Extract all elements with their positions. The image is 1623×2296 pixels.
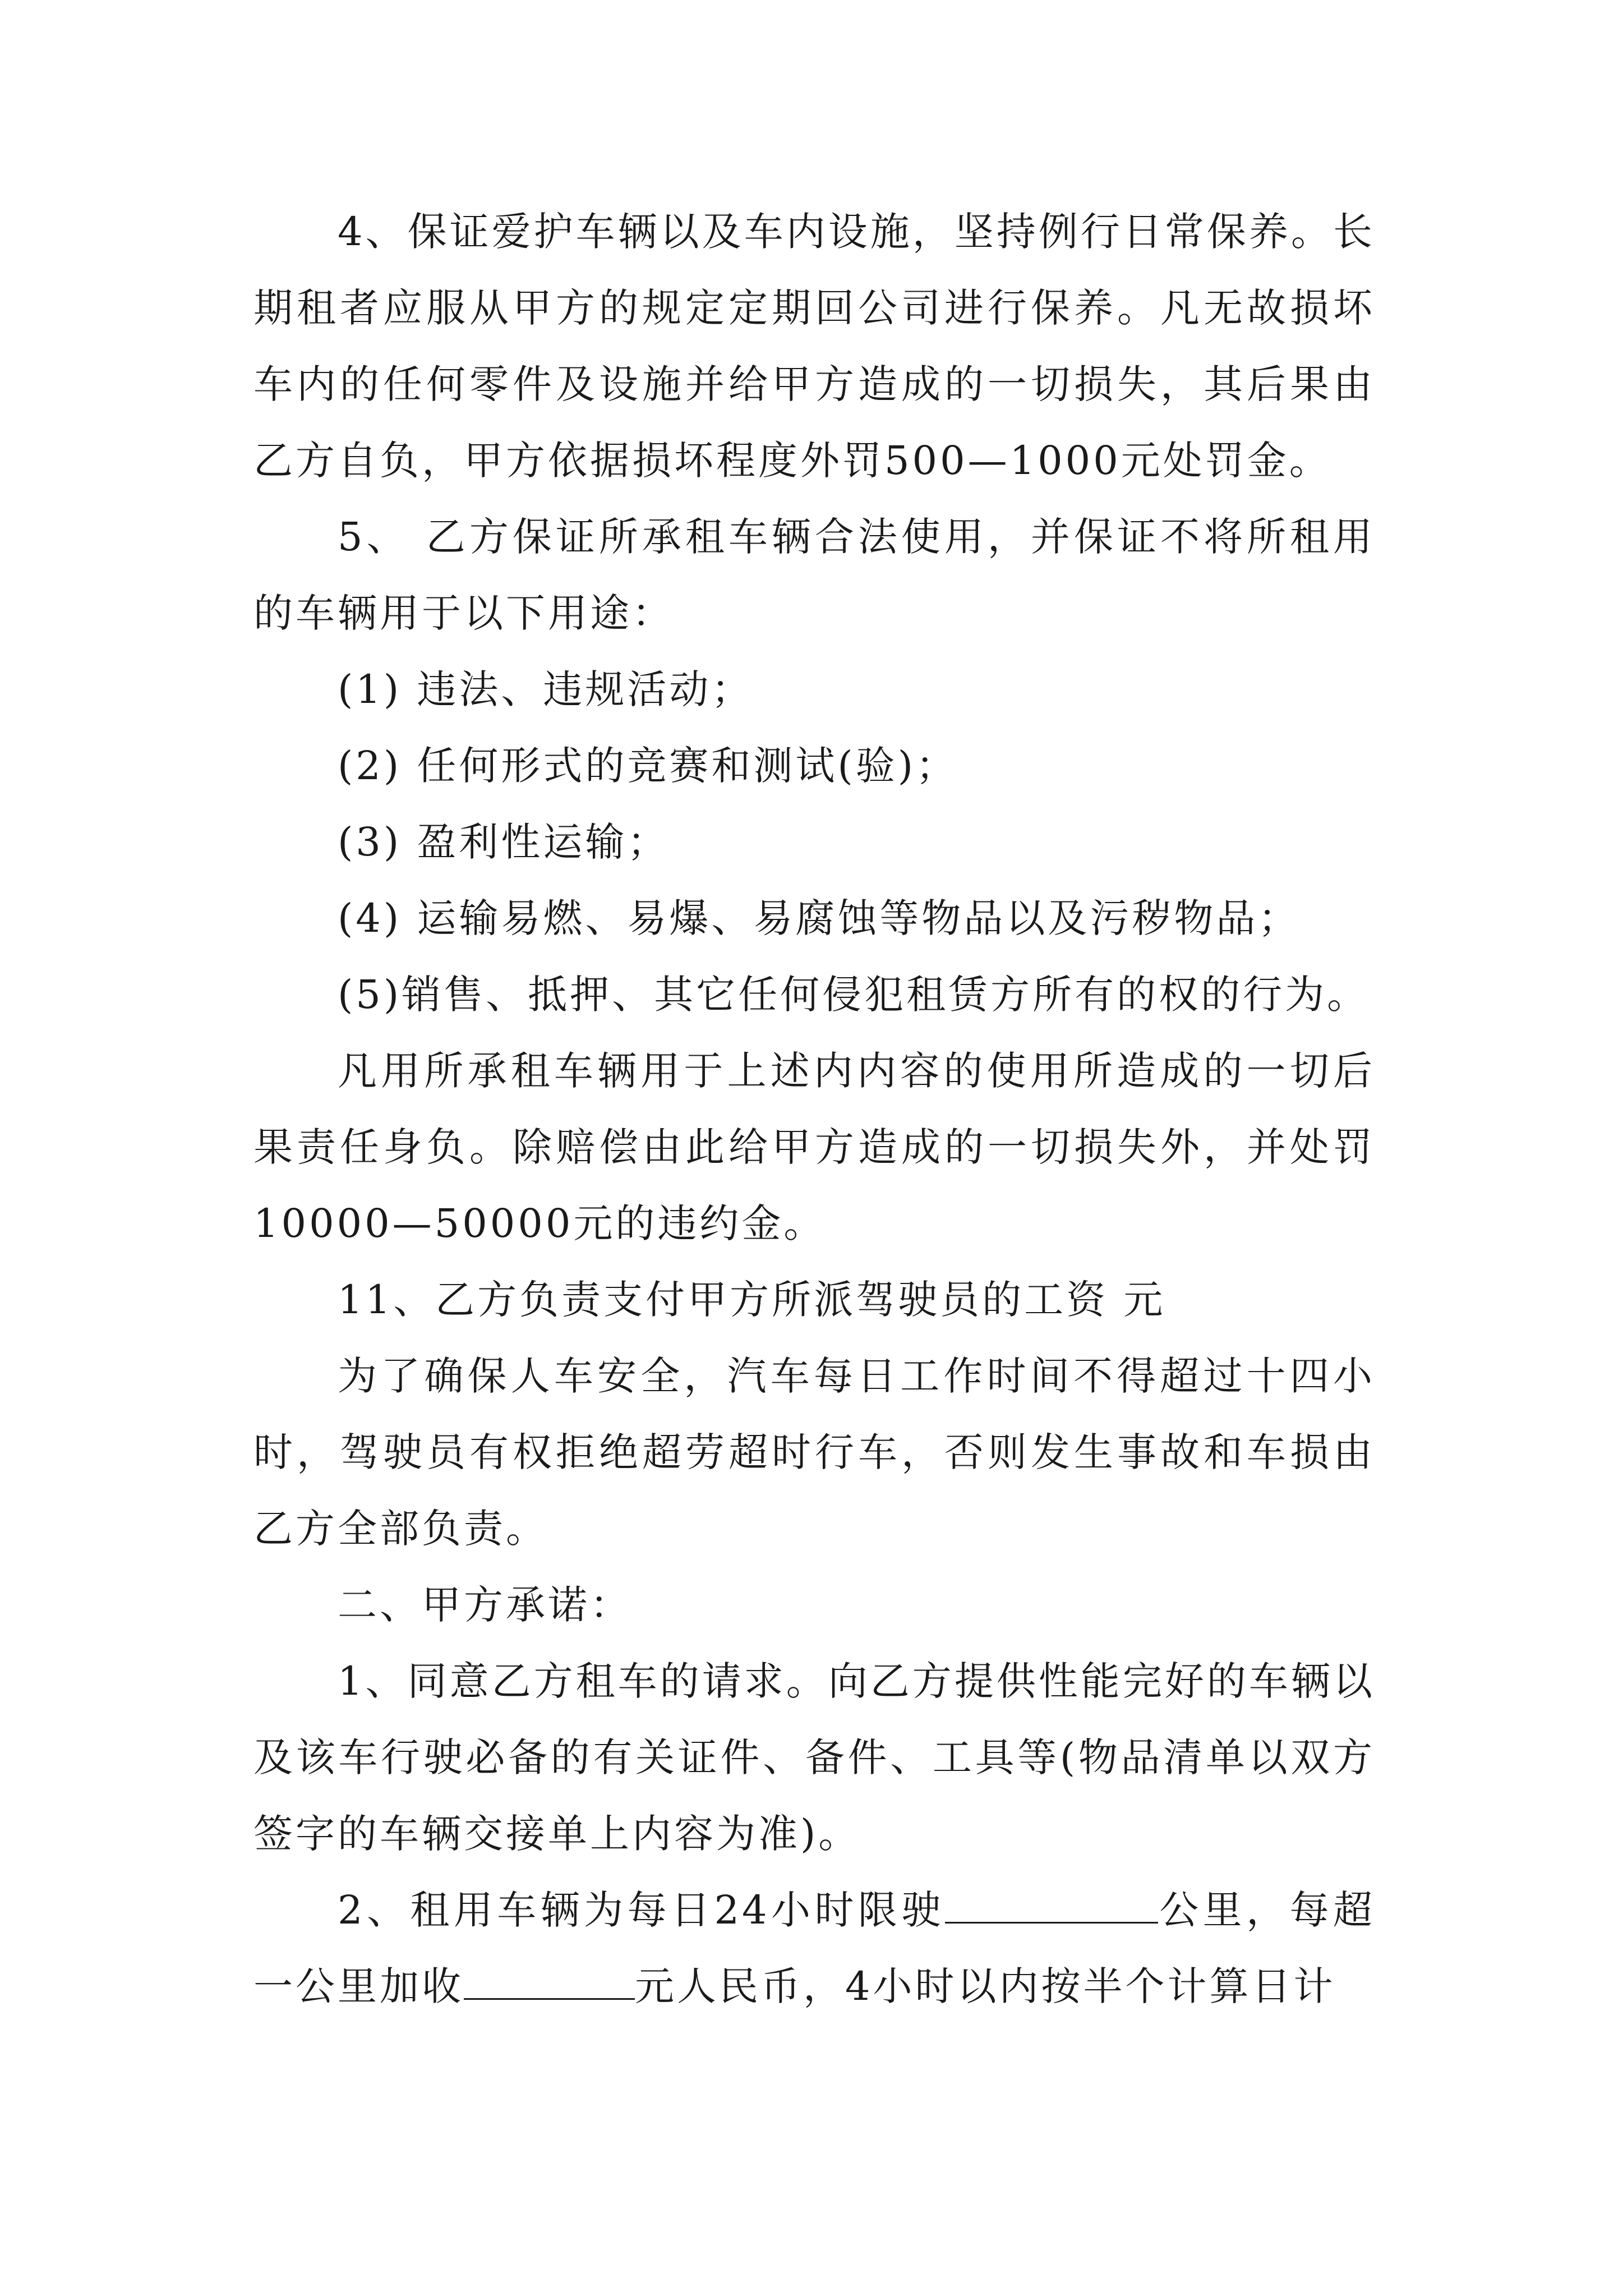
mileage-text-1: 2、租用车辆为每日24小时限驶 (338, 1887, 945, 1933)
list-item-2: (2) 任何形式的竞赛和测试(验)； (338, 743, 958, 789)
mileage-limit-blank (945, 1883, 1158, 1924)
surcharge-blank (464, 1959, 635, 2000)
paragraph-safety: 为了确保人车安全，汽车每日工作时间不得超过十四小时，驾驶员有权拒绝超劳超时行车，否则发生事故和车损由乙方全部负责。 (253, 1353, 1375, 1552)
list-item-5: (5)销售、抵押、其它任何侵犯租赁方所有的权的行为。 (338, 972, 1370, 1018)
list-item-1: (1) 违法、违规活动； (338, 666, 754, 712)
list-item-3: (3) 盈利性运输； (338, 819, 670, 865)
paragraph-legal-use: 5、 乙方保证所承租车辆合法使用，并保证不将所租用的车辆用于以下用途： (253, 514, 1375, 636)
paragraph-party-a-2 (253, 1872, 1375, 2024)
mileage-text-2: 公里，每超一公里加收 (253, 1887, 1376, 2009)
paragraph-party-a-1: 1、同意乙方租车的请求。向乙方提供性能完好的车辆以及该车行驶必备的有关证件、备件、工具等(物品清单以双方签字的车辆交接单上内容为准)。 (253, 1658, 1375, 1857)
paragraph-maintenance: 4、保证爱护车辆以及车内设施，坚持例行日常保养。长期租者应服从甲方的规定定期回公司进行保养。凡无故损坏车内的任何零件及设施并给甲方造成的一切损失，其后果由乙方自负，甲方依据损坏程度外罚500—1000元处罚金。 (253, 209, 1375, 484)
paragraph-driver-wage: 11、乙方负责支付甲方所派驾驶员的工资 元 (338, 1277, 1166, 1323)
mileage-text-3: 元人民币，4小时以内按半个计算日计 (635, 1963, 1336, 2009)
list-item-4: (4) 运输易燃、易爆、易腐蚀等物品以及污秽物品； (338, 895, 1301, 941)
paragraph-penalty: 凡用所承租车辆用于上述内内容的使用所造成的一切后果责任身负。除赔偿由此给甲方造成的一切损失外，并处罚10000—50000元的违约金。 (253, 1048, 1375, 1246)
section-heading-party-a: 二、甲方承诺： (338, 1582, 632, 1628)
document-body (253, 194, 1375, 2024)
